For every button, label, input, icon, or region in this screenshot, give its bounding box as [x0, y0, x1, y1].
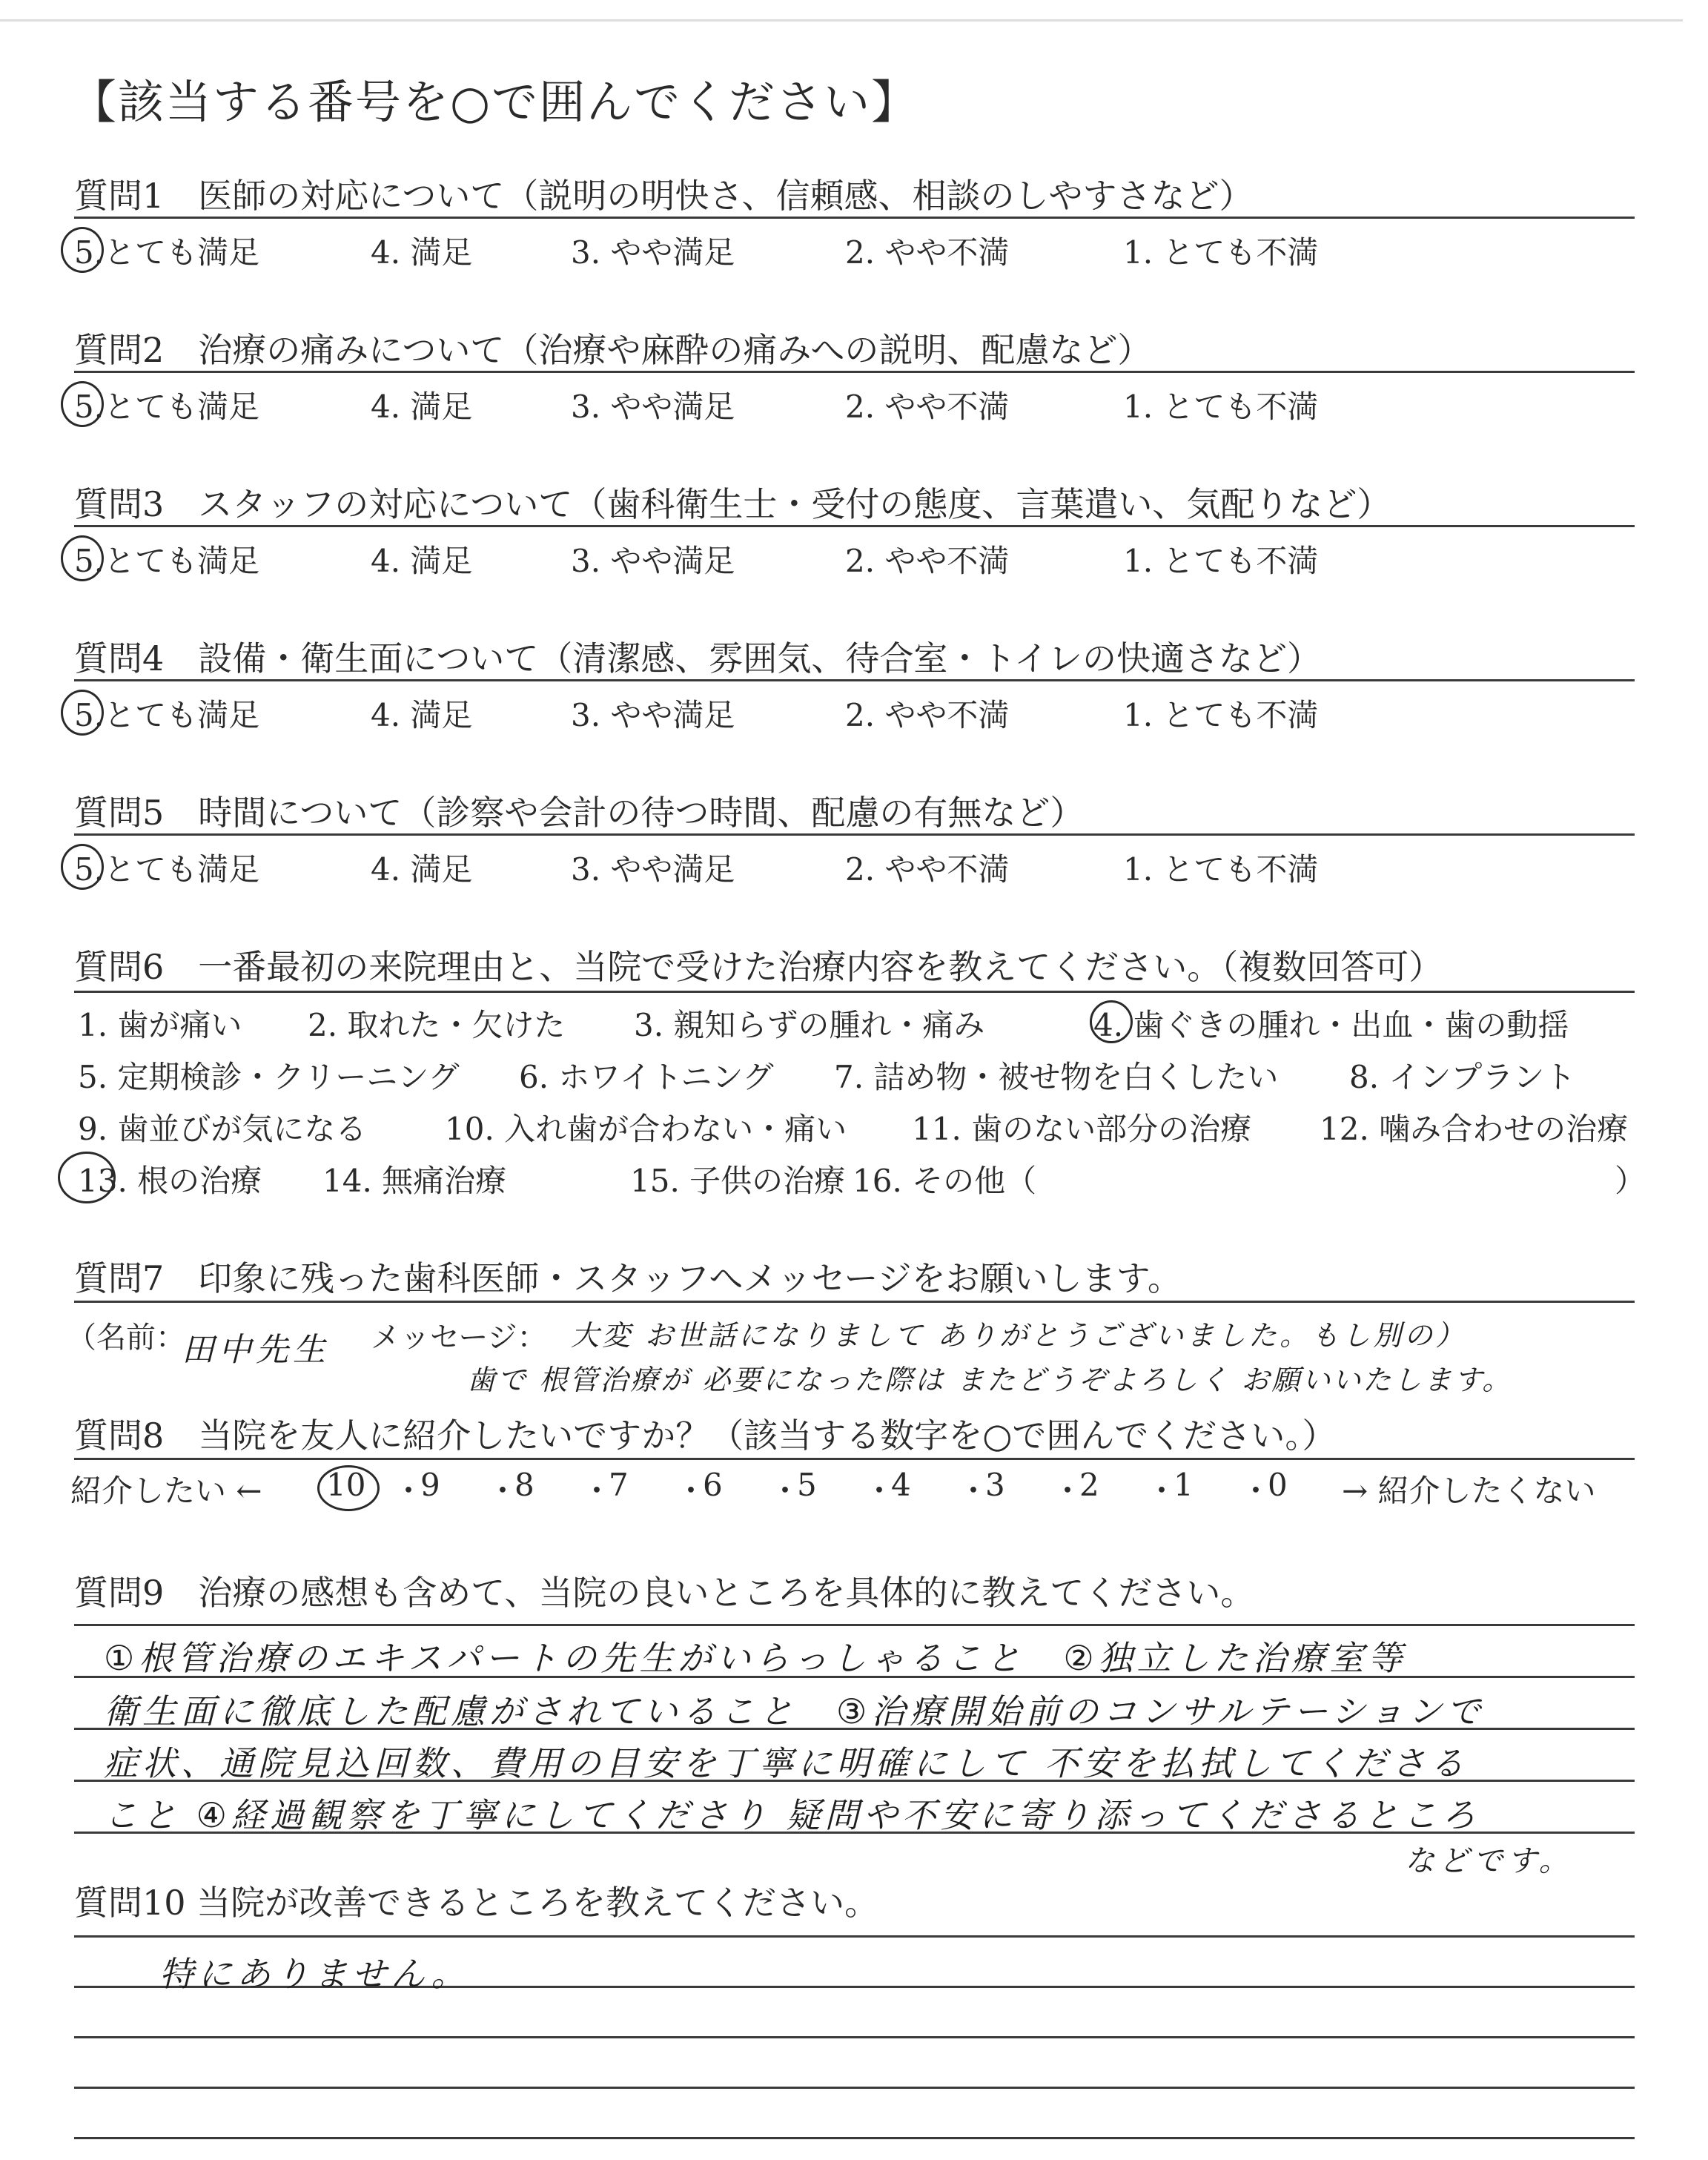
q5-option-2[interactable]: 2. やや不満	[845, 851, 1010, 888]
q6-option-8[interactable]: 8. インプラント	[1349, 1059, 1576, 1095]
q6-option-15[interactable]: 15. 子供の治療	[630, 1163, 846, 1199]
q5-option-5[interactable]: 5.とても満足	[74, 851, 260, 888]
q2-selected-circle-5[interactable]	[61, 381, 104, 427]
q3-option-4[interactable]: 4. 満足	[371, 543, 473, 579]
q6-heading: 質問6 一番最初の来院理由と、当院で受けた治療内容を教えてください。（複数回答可）	[74, 947, 1443, 987]
q6-option-16[interactable]: 16. その他（	[853, 1163, 1037, 1199]
q6-option-11[interactable]: 11. 歯のない部分の治療	[912, 1111, 1252, 1147]
q8-scale-separator: ・	[769, 1473, 801, 1509]
q10-answer: 特にありません。	[159, 1954, 470, 1994]
q8-scale-separator: ・	[1052, 1473, 1084, 1509]
q8-scale-separator: ・	[958, 1473, 990, 1509]
q4-selected-circle-5[interactable]	[61, 690, 104, 736]
q1-option-3[interactable]: 3. やや満足	[571, 234, 735, 271]
q10-heading: 質問10 当院が改善できるところを教えてください。	[74, 1883, 879, 1923]
q5-selected-circle-5[interactable]	[61, 844, 104, 890]
q8-scale-0[interactable]: 0	[1268, 1467, 1288, 1503]
q6-option-10[interactable]: 10. 入れ歯が合わない・痛い	[445, 1111, 847, 1147]
page-title: 【該当する番号を○で囲んでください】	[70, 75, 919, 129]
q9-heading: 質問9 治療の感想も含めて、当院の良いところを具体的に教えてください。	[74, 1573, 1255, 1613]
q6-option-13[interactable]: 13. 根の治療	[78, 1163, 262, 1199]
q6-option-9[interactable]: 9. 歯並びが気になる	[78, 1111, 367, 1147]
q10-rule-1	[74, 1935, 1635, 1938]
q8-scale-separator: ・	[864, 1473, 896, 1509]
q2-heading: 質問2 治療の痛みについて（治療や麻酔の痛みへの説明、配慮など）	[74, 330, 1152, 370]
q8-scale-5[interactable]: 5	[797, 1467, 817, 1503]
q6-option-6[interactable]: 6. ホワイトニング	[519, 1059, 774, 1095]
q8-heading: 質問8 当院を友人に紹介したいですか？（該当する数字を○で囲んでください。）	[74, 1416, 1337, 1456]
q8-scale-9[interactable]: 9	[420, 1467, 440, 1503]
q6-other-close: ）	[1615, 1163, 1646, 1199]
q8-scale-6[interactable]: 6	[703, 1467, 723, 1503]
q8-left-label: 紹介したい ←	[70, 1473, 262, 1509]
q10-rule-4	[74, 2087, 1635, 2089]
q5-option-3[interactable]: 3. やや満足	[571, 851, 735, 888]
q7-name-value: 田中先生	[182, 1331, 330, 1369]
q5-option-1[interactable]: 1. とても不満	[1123, 851, 1319, 888]
q6-selected-circle-4[interactable]	[1090, 1000, 1133, 1043]
q6-option-3[interactable]: 3. 親知らずの腫れ・痛み	[634, 1007, 985, 1043]
q4-option-2[interactable]: 2. やや不満	[845, 697, 1010, 733]
q5-option-4[interactable]: 4. 満足	[371, 851, 473, 888]
q6-selected-circle-13[interactable]	[58, 1152, 116, 1203]
q9-rule-1	[74, 1624, 1635, 1626]
q3-selected-circle-5[interactable]	[61, 535, 104, 581]
q7-name-label: （名前：	[67, 1321, 185, 1355]
q6-option-7[interactable]: 7. 詰め物・被せ物を白くしたい	[834, 1059, 1279, 1095]
q7-message-line-1: 大変 お世話になりまして ありがとうございました。もし別の）	[571, 1319, 1467, 1352]
q7-underline	[74, 1301, 1635, 1303]
q2-option-4[interactable]: 4. 満足	[371, 389, 473, 425]
q3-option-5[interactable]: 5.とても満足	[74, 543, 260, 579]
q8-scale-separator: ・	[581, 1473, 613, 1509]
q10-rule-3	[74, 2036, 1635, 2038]
q8-scale-1[interactable]: 1	[1174, 1467, 1194, 1503]
q4-option-4[interactable]: 4. 満足	[371, 697, 473, 733]
q2-option-1[interactable]: 1. とても不満	[1123, 389, 1319, 425]
q1-option-1[interactable]: 1. とても不満	[1123, 234, 1319, 271]
q1-option-5[interactable]: 5.とても満足	[74, 234, 260, 271]
q8-scale-separator: ・	[1146, 1473, 1178, 1509]
q3-option-3[interactable]: 3. やや満足	[571, 543, 735, 579]
q10-rule-5	[74, 2137, 1635, 2139]
q8-scale-separator: ・	[487, 1473, 519, 1509]
q8-scale-10[interactable]: 10	[326, 1467, 366, 1503]
q6-option-1[interactable]: 1. 歯が痛い	[78, 1007, 242, 1043]
q1-underline	[74, 217, 1635, 219]
q1-selected-circle-5[interactable]	[61, 227, 104, 273]
q1-heading: 質問1 医師の対応について（説明の明快さ、信頼感、相談のしやすさなど）	[74, 176, 1254, 216]
q7-message-line-2: 歯で 根管治療が 必要になった際は またどうぞよろしく お願いいたします。	[467, 1364, 1513, 1396]
q4-option-1[interactable]: 1. とても不満	[1123, 697, 1319, 733]
q6-option-14[interactable]: 14. 無痛治療	[322, 1163, 507, 1199]
q7-heading: 質問7 印象に残った歯科医師・スタッフへメッセージをお願いします。	[74, 1258, 1182, 1298]
q8-scale-8[interactable]: 8	[514, 1467, 534, 1503]
q4-option-5[interactable]: 5.とても満足	[74, 697, 260, 733]
q8-scale-7[interactable]: 7	[609, 1467, 629, 1503]
q5-underline	[74, 833, 1635, 836]
q9-answer-line-2: 衛生面に徹底した配慮がされていること ③治療開始前のコンサルテーションで	[104, 1691, 1486, 1731]
q7-message-label: メッセージ：	[371, 1321, 547, 1355]
q6-option-5[interactable]: 5. 定期検診・クリーニング	[78, 1059, 460, 1095]
q8-scale-separator: ・	[1240, 1473, 1272, 1509]
q6-underline	[74, 991, 1635, 993]
q3-option-1[interactable]: 1. とても不満	[1123, 543, 1319, 579]
q8-scale-separator: ・	[675, 1473, 707, 1509]
q3-option-2[interactable]: 2. やや不満	[845, 543, 1010, 579]
q8-scale-2[interactable]: 2	[1079, 1467, 1099, 1503]
q4-heading: 質問4 設備・衛生面について（清潔感、雰囲気、待合室・トイレの快適さなど）	[74, 638, 1322, 678]
q3-heading: 質問3 スタッフの対応について（歯科衛生士・受付の態度、言葉遣い、気配りなど）	[74, 484, 1391, 524]
q1-option-2[interactable]: 2. やや不満	[845, 234, 1010, 271]
scan-top-edge	[0, 19, 1683, 22]
q8-selected-circle-10[interactable]	[317, 1465, 380, 1511]
q2-option-5[interactable]: 5.とても満足	[74, 389, 260, 425]
q2-underline	[74, 371, 1635, 373]
q9-answer-line-4: こと ④経過観察を丁寧にしてくださり 疑問や不安に寄り添ってくださるところ	[104, 1795, 1480, 1835]
q8-scale-4[interactable]: 4	[891, 1467, 911, 1503]
q6-option-12[interactable]: 12. 噛み合わせの治療	[1320, 1111, 1629, 1147]
q9-answer-line-5: などです。	[1405, 1844, 1573, 1878]
q8-scale-3[interactable]: 3	[985, 1467, 1005, 1503]
q9-answer-line-1: ①根管治療のエキスパートの先生がいらっしゃること ②独立した治療室等	[104, 1638, 1407, 1678]
q8-right-label: → 紹介したくない	[1342, 1473, 1596, 1509]
q8-scale-separator: ・	[393, 1473, 425, 1509]
q2-option-2[interactable]: 2. やや不満	[845, 389, 1010, 425]
q9-answer-line-3: 症状、通院見込回数、費用の目安を丁寧に明確にして 不安を払拭してくださる	[104, 1743, 1469, 1783]
q6-option-4[interactable]: 4. 歯ぐきの腫れ・出血・歯の動揺	[1093, 1007, 1569, 1043]
q4-underline	[74, 679, 1635, 681]
q1-option-4[interactable]: 4. 満足	[371, 234, 473, 271]
q2-option-3[interactable]: 3. やや満足	[571, 389, 735, 425]
q3-underline	[74, 525, 1635, 527]
q6-option-2[interactable]: 2. 取れた・欠けた	[308, 1007, 566, 1043]
q8-underline	[74, 1458, 1635, 1460]
q5-heading: 質問5 時間について（診察や会計の待つ時間、配慮の有無など）	[74, 793, 1085, 833]
q4-option-3[interactable]: 3. やや満足	[571, 697, 735, 733]
